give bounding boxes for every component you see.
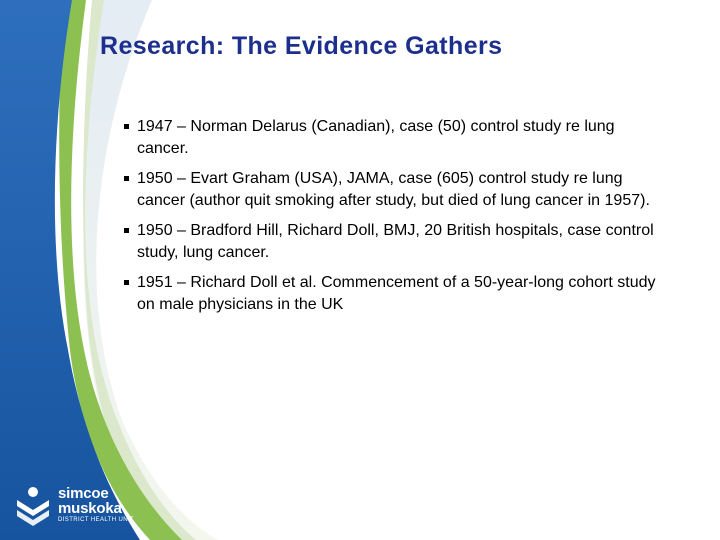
list-item [124,272,664,316]
bullet-text: 1951 – Richard Doll et al. Commencement of a 50-year-long cohort study on male physicians in the UK [137,274,656,313]
list-item [124,220,664,264]
logo-line-simcoe: simcoe [58,485,109,502]
slide-title: Research: The Evidence Gathers [100,32,503,60]
people-figure-icon [14,486,52,528]
bullet-square-icon [124,124,129,129]
list-item [124,116,664,160]
list-item [124,168,664,212]
bullet-square-icon [124,280,129,285]
logo-line-muskoka: muskoka [58,500,122,517]
bullet-list [124,116,664,324]
bullet-square-icon [124,228,129,233]
bullet-text: 1950 – Bradford Hill, Richard Doll, BMJ, 20 British hospitals, case control study, lung cancer. [137,222,654,261]
logo-wordmark [58,486,134,525]
bullet-square-icon [124,176,129,181]
logo-line-district: DISTRICT HEALTH UNIT [58,517,135,523]
bullet-text: 1947 – Norman Delarus (Canadian), case (50) control study re lung cancer. [137,118,615,157]
bullet-text: 1950 – Evart Graham (USA), JAMA, case (605) control study re lung cancer (author quit smoking after study, but died of lung cancer in 1957). [137,170,650,209]
